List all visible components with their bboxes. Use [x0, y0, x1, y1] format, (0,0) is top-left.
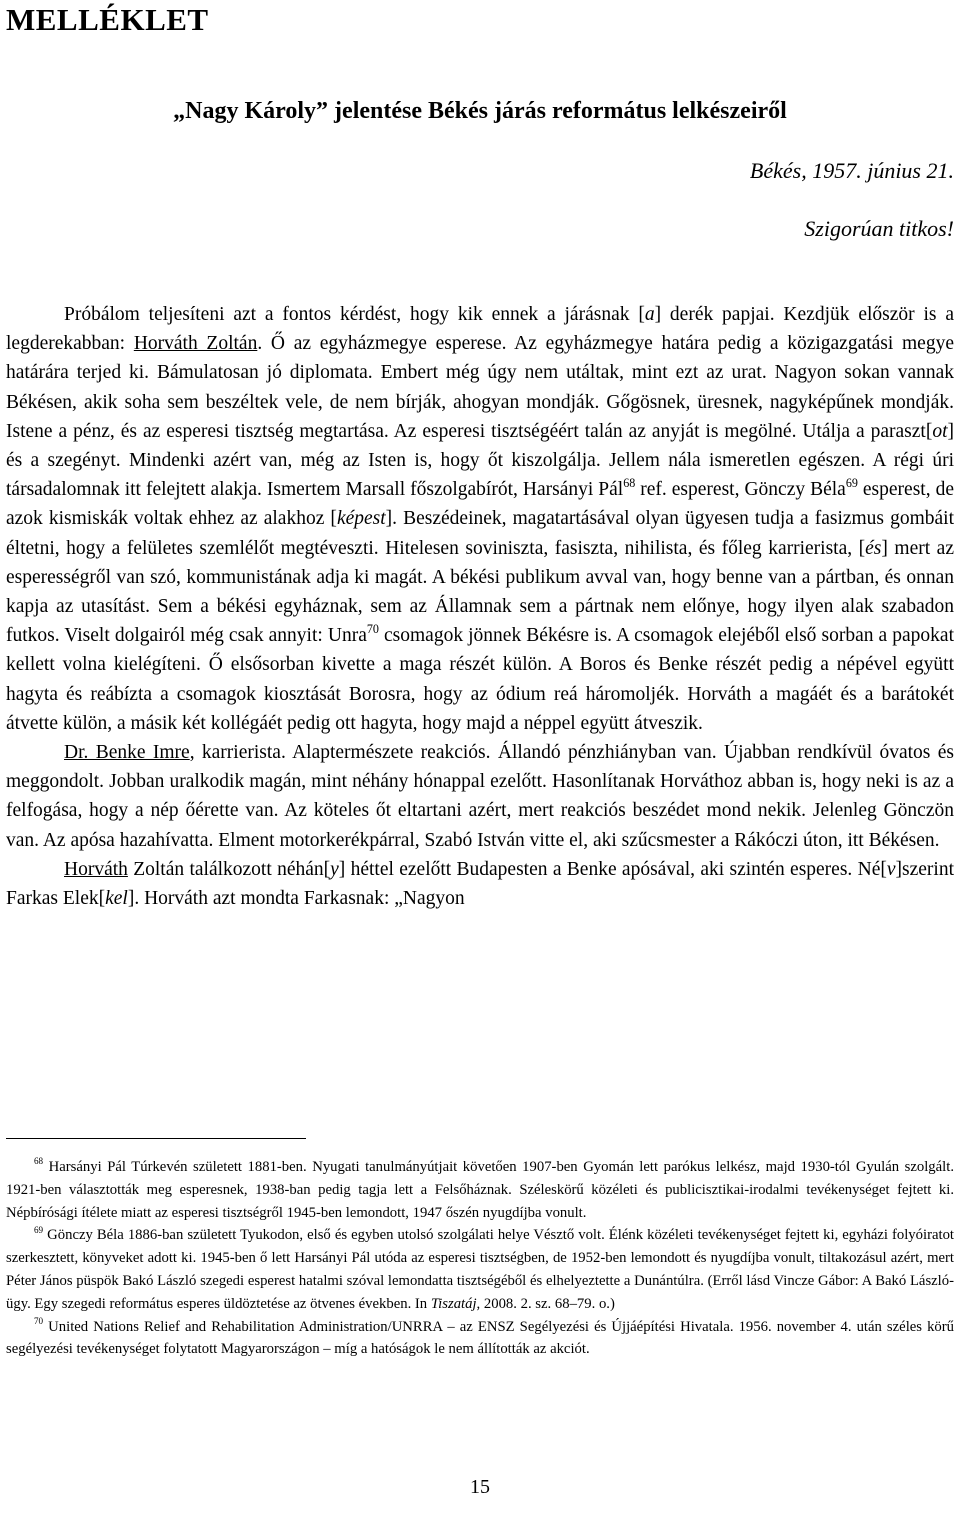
- body-paragraph: [6, 300, 954, 738]
- footnote-ref: 69: [34, 1224, 44, 1235]
- footnote-ref: 68: [34, 1156, 44, 1167]
- text-run: esperest, de azok kismiskák voltak ehhez az alakhoz [: [6, 479, 954, 530]
- text-run: ]. Horváth azt mondta Farkasnak: „Nagyon: [127, 888, 465, 910]
- text-run: csomagok jönnek Békésre is. A csomagok elejéből első sorban a papokat kellett volna kielégíteni. Ő elsősorban kivette a maga részét külön. A Boros és Benke részét pedig a népével együtt hagyta és reábízta a csomagok kiosztását Borosra, hogy az ódium reá háromoljék. Horváth a magáét és a barátokét átvette külön, a másik két kollégáét pedig ott hagyta, hogy majd a néppel együtt átveszik.: [6, 625, 954, 734]
- footnote-69: [6, 1224, 954, 1315]
- page-number: 15: [470, 1476, 490, 1498]
- classification-mark: Szigorúan titkos!: [804, 216, 954, 241]
- body-paragraph: [6, 855, 954, 913]
- text-run: Harsányi Pál Túrkevén született 1881-ben. Nyugati tanulmányútjait követően 1907-ben Gyomán lett parókus lelkész, majd 1930-tól Gyulán szolgált. 1921-ben választották meg esperesnek, 1938-ban pedig tagja lett a Felsőháznak. Széleskörű közéleti és publicisztikai-irodalmi tevékenységet fejtett ki. Népbírósági ítélete miatt az esperesi tisztségről 1945-ben lemondott, 1947 őszén nyugdíjba vonult.: [6, 1159, 954, 1221]
- text-run: , 2008. 2. sz. 68–79. o.): [476, 1295, 615, 1312]
- italic-text: v: [886, 858, 896, 880]
- text-run: Zoltán találkozott néhán[: [127, 858, 331, 880]
- footnote-ref: 70: [34, 1315, 44, 1326]
- body-paragraph: [6, 738, 954, 855]
- footnotes: [6, 1156, 954, 1361]
- section-heading: MELLÉKLET: [6, 2, 209, 37]
- footnote-ref: 68: [623, 475, 636, 490]
- footnote-68: [6, 1156, 954, 1224]
- text-run: ] derék papjai. Kezdjük először is a legderekabban:: [6, 304, 954, 355]
- report-body: [6, 300, 954, 913]
- italic-text: a: [644, 304, 655, 325]
- text-run: ] héttel ezelőtt Budapesten a Benke apósával, aki szintén esperes. Né[: [338, 858, 887, 880]
- text-run: ref. esperest, Gönczy Béla: [635, 479, 846, 501]
- italic-text: képest: [336, 508, 386, 530]
- text-run: Gönczy Béla 1886-ban született Tyukodon, első és egyben utolsó szolgálati helye Vésztő volt. Élénk közéleti tevékenységet fejtett ki, egyházi folyóiratot szerkesztett, könyveket adott ki. 1945-ben ő lett Harsányi Pál utóda az esperesi tisztségben, de 1952-ben lemondott és nyugdíjba vonult, tiltakozásul azért, mert Péter János püspök Bakó László szegedi esperest hatalmi szóval lemondatta tisztségéből és elhelyeztette a Dunántúlra. (Erről lásd Vincze Gábor: A Bakó László-ügy. Egy szegedi református esperes üldöztetése az ötvenes években. In: [6, 1227, 954, 1312]
- report-title: „Nagy Károly” jelentése Békés járás református lelkészeiről: [173, 98, 787, 124]
- underlined-name: Dr. Benke Imre: [64, 742, 190, 764]
- text-run: . Ő az egyházmegye esperese. Az egyházmegye határa pedig a közigazgatási megye határára terjed ki. Bámulatosan jó diplomata. Embert még úgy nem utáltak, mint ezt az urat. Nagyon sokan vannak Békésen, akik soha sem beszéltek vele, de nem bírják, ahogyan mondják. Gőgösnek, üresnek, nagyképűnek mondják. Istene a pénz, és az esperesi tisztség megtartása. Az esperesi tisztségéért talán az anyját is megölné. Utálja a paraszt[: [6, 333, 954, 442]
- text-run: Próbálom teljesíteni azt a fontos kérdést, hogy kik ennek a járásnak [: [64, 304, 645, 325]
- text-run: ]szerint Farkas Elek[: [6, 858, 954, 910]
- italic-text: y: [330, 858, 339, 880]
- text-run: United Nations Relief and Rehabilitation Administration/UNRRA – az ENSZ Segélyezési és Újjáépítési Hivatala. 1956. november 4. után széles körű segélyezési tevékenységet folytatott Magyarországon – míg a hatóságok le nem állították az akciót.: [6, 1318, 954, 1358]
- footnote-ref: 69: [845, 475, 858, 490]
- italic-text: ot: [932, 420, 948, 442]
- text-run: , karrierista. Alaptermészete reakciós. Állandó pénzhiányban van. Újabban rendkívül óvatos és meggondolt. Jobban uralkodik magán, mint néhány hónappal ezelőtt. Hasonlítanak Horváthoz abban is, hogy neki is az a felfogása, hogy a nép őérette van. Az köteles őt eltartani azért, mert reakciós beszédet mond nekik. Jelenleg Gönczön van. Az apósa hazahívatta. Elment motorkerékpárral, Szabó István vitte el, aki szűcsmester a Rákóczi úton, itt Békésen.: [6, 742, 954, 851]
- underlined-name: Horváth Zoltán: [133, 333, 258, 355]
- italic-text: és: [865, 537, 882, 559]
- text-run: ]. Beszédeinek, magatartásával olyan ügyesen tudja a fasizmus gombáit éltetni, hogy a felületes szemlélőt megtéveszti. Hitelesen soviniszta, fasiszta, nihilista, és főleg karrierista, [: [6, 508, 954, 559]
- report-date: Békés, 1957. június 21.: [749, 158, 954, 183]
- italic-text: Tiszatáj: [430, 1295, 477, 1312]
- footnote-70: [6, 1316, 954, 1362]
- text-run: ] mert az esperességről van szó, kommunistának adja ki magát. A békési publikum avval van, hogy benne van a pártban, és onnan kapja az utasítást. Sem a békési egyháznak, sem az Államnak sem a pártnak nem előnye, hogy ilyen alak szabadon futkos. Viselt dolgairól még csak annyit: Unra: [6, 537, 954, 647]
- footnote-separator: [6, 1138, 306, 1139]
- underlined-name: Horváth: [64, 858, 128, 880]
- footnote-ref: 70: [366, 621, 379, 636]
- text-run: ] és a szegényt. Mindenki azért van, még az Isten is, hogy őt kiszolgálja. Jellem nála ismeretlen egészen. A régi úri társadalomnak itt felejtett alakja. Ismertem Marsall főszolgabírót, Harsányi Pál: [6, 420, 954, 501]
- italic-text: kel: [105, 888, 128, 910]
